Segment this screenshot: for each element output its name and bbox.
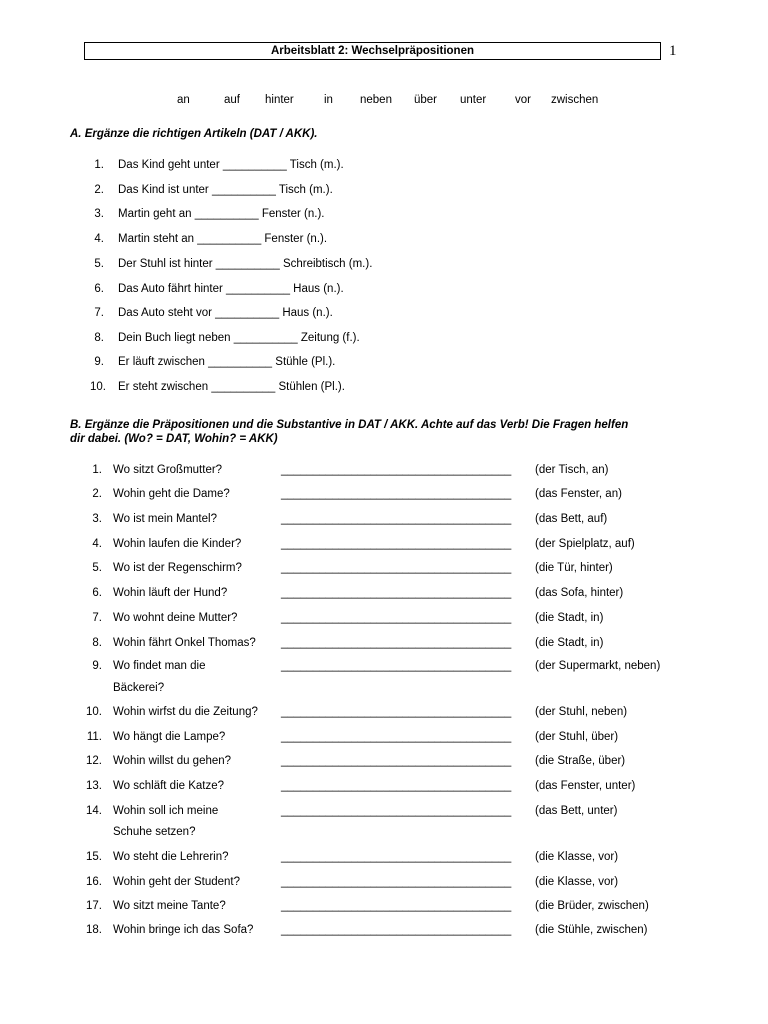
answer-blank[interactable]: ____________________________________ xyxy=(281,876,512,888)
question: Wohin wirfst du die Zeitung? xyxy=(113,706,258,718)
preposition: unter xyxy=(460,94,487,106)
question: Wo hängt die Lampe? xyxy=(113,731,226,743)
preposition: über xyxy=(414,94,438,106)
answer-blank[interactable]: ____________________________________ xyxy=(281,562,512,574)
section-b-heading: B. Ergänze die Präpositionen und die Substantive in DAT / AKK. Achte auf das Verb! Die Fragen helfen xyxy=(70,419,629,431)
section-a-heading: A. Ergänze die richtigen Artikeln (DAT / AKK). xyxy=(70,128,318,140)
list-item xyxy=(0,804,768,818)
answer-blank[interactable]: ____________________________________ xyxy=(281,513,512,525)
item-number: 12. xyxy=(86,755,102,767)
list-item xyxy=(0,183,768,197)
answer-blank[interactable]: ____________________________________ xyxy=(281,587,512,599)
list-item xyxy=(0,512,768,526)
answer-blank[interactable]: ____________________________________ xyxy=(281,660,512,672)
question-continuation: Bäckerei? xyxy=(113,682,165,694)
list-item xyxy=(0,463,768,477)
item-number: 1. xyxy=(92,464,102,476)
exercise-sentence: Dein Buch liegt neben __________ Zeitung (f.). xyxy=(118,332,360,344)
list-item xyxy=(0,306,768,320)
exercise-sentence: Das Auto fährt hinter __________ Haus (n.). xyxy=(118,283,344,295)
question: Wohin laufen die Kinder? xyxy=(113,538,242,550)
answer-blank[interactable]: ____________________________________ xyxy=(281,924,512,936)
question: Wohin willst du gehen? xyxy=(113,755,232,767)
exercise-sentence: Der Stuhl ist hinter __________ Schreibtisch (m.). xyxy=(118,258,373,270)
answer-blank[interactable]: ____________________________________ xyxy=(281,612,512,624)
exercise-sentence: Das Kind geht unter __________ Tisch (m.). xyxy=(118,159,344,171)
item-number: 14. xyxy=(86,805,102,817)
list-item-continuation xyxy=(0,825,768,839)
list-item xyxy=(0,487,768,501)
item-number: 6. xyxy=(94,283,104,295)
list-item xyxy=(0,586,768,600)
item-number: 9. xyxy=(94,356,104,368)
hint: (der Supermarkt, neben) xyxy=(535,660,661,672)
section-b-heading-line2: dir dabei. (Wo? = DAT, Wohin? = AKK) xyxy=(70,433,278,445)
answer-blank[interactable]: ____________________________________ xyxy=(281,780,512,792)
answer-blank[interactable]: ____________________________________ xyxy=(281,538,512,550)
question: Wo schläft die Katze? xyxy=(113,780,225,792)
list-item xyxy=(0,754,768,768)
question: Wohin soll ich meine xyxy=(113,805,219,817)
item-number: 9. xyxy=(92,660,102,672)
answer-blank[interactable]: ____________________________________ xyxy=(281,805,512,817)
hint: (die Straße, über) xyxy=(535,755,626,767)
exercise-sentence: Das Kind ist unter __________ Tisch (m.). xyxy=(118,184,333,196)
list-item xyxy=(0,207,768,221)
answer-blank[interactable]: ____________________________________ xyxy=(281,731,512,743)
list-item xyxy=(0,537,768,551)
answer-blank[interactable]: ____________________________________ xyxy=(281,488,512,500)
answer-blank[interactable]: ____________________________________ xyxy=(281,755,512,767)
question: Wohin bringe ich das Sofa? xyxy=(113,924,254,936)
list-item xyxy=(0,636,768,650)
item-number: 13. xyxy=(86,780,102,792)
item-number: 2. xyxy=(92,488,102,500)
list-item xyxy=(0,611,768,625)
item-number: 5. xyxy=(94,258,104,270)
hint: (die Stadt, in) xyxy=(535,612,604,624)
item-number: 7. xyxy=(92,612,102,624)
preposition: vor xyxy=(515,94,531,106)
hint: (der Stuhl, neben) xyxy=(535,706,628,718)
preposition: an xyxy=(177,94,190,106)
list-item xyxy=(0,561,768,575)
hint: (die Klasse, vor) xyxy=(535,851,619,863)
item-number: 8. xyxy=(92,637,102,649)
item-number: 11. xyxy=(86,731,102,743)
item-number: 4. xyxy=(94,233,104,245)
item-number: 15. xyxy=(86,851,102,863)
preposition: neben xyxy=(360,94,392,106)
list-item-continuation xyxy=(0,681,768,695)
list-item xyxy=(0,923,768,937)
question: Wohin fährt Onkel Thomas? xyxy=(113,637,256,649)
hint: (der Stuhl, über) xyxy=(535,731,619,743)
answer-blank[interactable]: ____________________________________ xyxy=(281,464,512,476)
list-item xyxy=(0,705,768,719)
item-number: 4. xyxy=(92,538,102,550)
exercise-sentence: Martin geht an __________ Fenster (n.). xyxy=(118,208,325,220)
question-continuation: Schuhe setzen? xyxy=(113,826,196,838)
hint: (die Klasse, vor) xyxy=(535,876,619,888)
exercise-sentence: Martin steht an __________ Fenster (n.). xyxy=(118,233,328,245)
preposition: zwischen xyxy=(551,94,599,106)
list-item xyxy=(0,331,768,345)
question: Wo steht die Lehrerin? xyxy=(113,851,229,863)
item-number: 3. xyxy=(94,208,104,220)
item-number: 1. xyxy=(94,159,104,171)
list-item xyxy=(0,730,768,744)
hint: (das Fenster, unter) xyxy=(535,780,636,792)
list-item xyxy=(0,875,768,889)
item-number: 16. xyxy=(86,876,102,888)
hint: (die Stadt, in) xyxy=(535,637,604,649)
exercise-sentence: Das Auto steht vor __________ Haus (n.). xyxy=(118,307,333,319)
list-item xyxy=(0,779,768,793)
item-number: 8. xyxy=(94,332,104,344)
item-number: 6. xyxy=(92,587,102,599)
list-item xyxy=(0,850,768,864)
preposition: auf xyxy=(224,94,240,106)
list-item xyxy=(0,659,768,673)
answer-blank[interactable]: ____________________________________ xyxy=(281,706,512,718)
page-number: 1 xyxy=(669,43,677,59)
hint: (der Tisch, an) xyxy=(535,464,609,476)
answer-blank[interactable]: ____________________________________ xyxy=(281,900,512,912)
worksheet-title: Arbeitsblatt 2: Wechselpräpositionen xyxy=(84,42,661,60)
list-item xyxy=(0,282,768,296)
hint: (die Tür, hinter) xyxy=(535,562,613,574)
list-item xyxy=(0,158,768,172)
exercise-sentence: Er steht zwischen __________ Stühlen (Pl.). xyxy=(118,381,345,393)
list-item xyxy=(0,257,768,271)
item-number: 7. xyxy=(94,307,104,319)
list-item xyxy=(0,899,768,913)
item-number: 5. xyxy=(92,562,102,574)
hint: (das Bett, auf) xyxy=(535,513,608,525)
item-number: 17. xyxy=(86,900,102,912)
question: Wo ist mein Mantel? xyxy=(113,513,217,525)
hint: (das Bett, unter) xyxy=(535,805,618,817)
item-number: 18. xyxy=(86,924,102,936)
hint: (das Fenster, an) xyxy=(535,488,622,500)
list-item xyxy=(0,232,768,246)
item-number: 2. xyxy=(94,184,104,196)
answer-blank[interactable]: ____________________________________ xyxy=(281,851,512,863)
question: Wo ist der Regenschirm? xyxy=(113,562,242,574)
list-item xyxy=(0,380,768,394)
item-number: 10. xyxy=(90,381,106,393)
question: Wohin läuft der Hund? xyxy=(113,587,228,599)
exercise-sentence: Er läuft zwischen __________ Stühle (Pl.). xyxy=(118,356,336,368)
preposition: in xyxy=(324,94,333,106)
question: Wo sitzt Großmutter? xyxy=(113,464,223,476)
hint: (die Stühle, zwischen) xyxy=(535,924,648,936)
question: Wohin geht der Student? xyxy=(113,876,241,888)
item-number: 3. xyxy=(92,513,102,525)
question: Wo findet man die xyxy=(113,660,206,672)
question: Wo sitzt meine Tante? xyxy=(113,900,226,912)
answer-blank[interactable]: ____________________________________ xyxy=(281,637,512,649)
item-number: 10. xyxy=(86,706,102,718)
hint: (das Sofa, hinter) xyxy=(535,587,624,599)
hint: (der Spielplatz, auf) xyxy=(535,538,635,550)
question: Wo wohnt deine Mutter? xyxy=(113,612,238,624)
hint: (die Brüder, zwischen) xyxy=(535,900,649,912)
preposition: hinter xyxy=(265,94,294,106)
question: Wohin geht die Dame? xyxy=(113,488,230,500)
list-item xyxy=(0,355,768,369)
